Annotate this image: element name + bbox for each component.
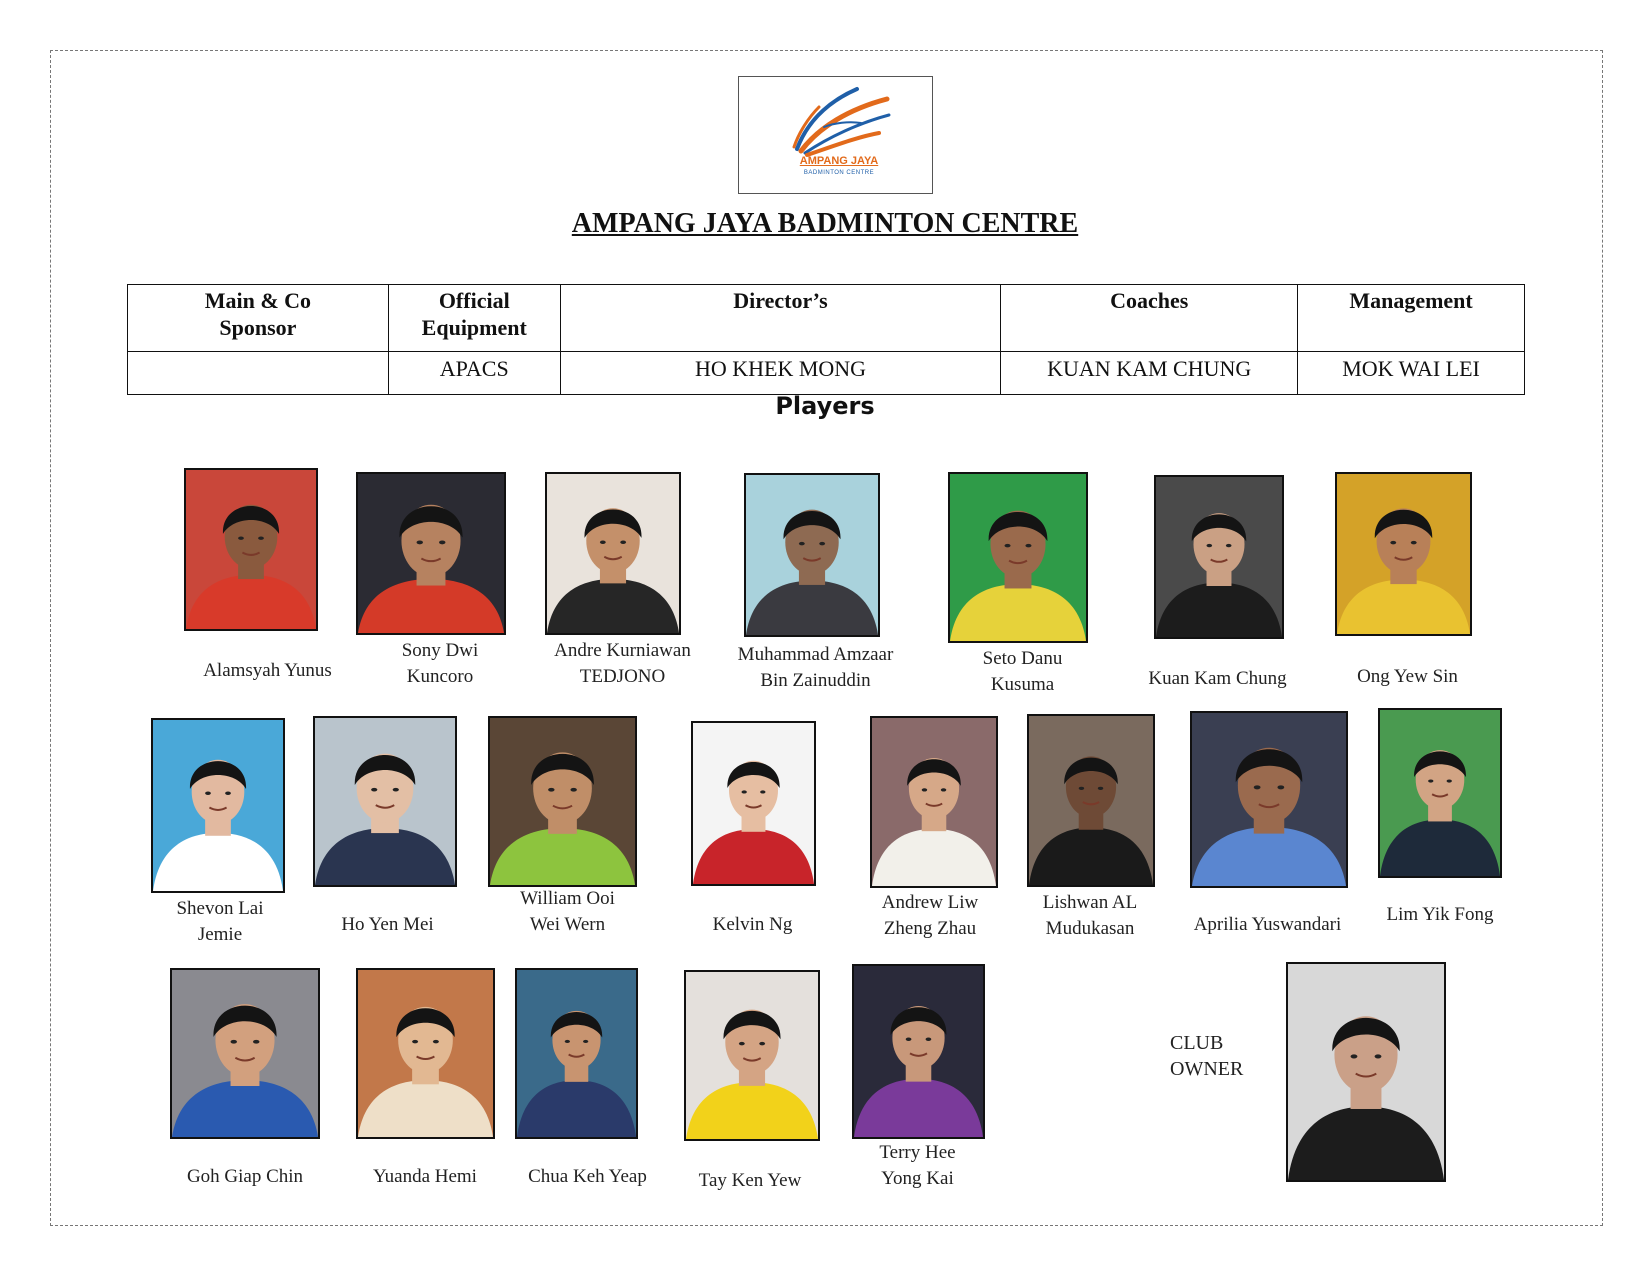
player-photo <box>356 968 495 1139</box>
player-name-line: Muhammad Amzaar <box>737 644 894 665</box>
player-name-line: Lishwan AL <box>1042 892 1138 913</box>
player-photo <box>1378 708 1502 878</box>
player-name-line: Zheng Zhau <box>883 918 977 939</box>
player-photo <box>691 721 816 886</box>
player-portrait-icon <box>490 718 635 885</box>
player-name-line: Wei Wern <box>529 914 606 935</box>
player-portrait-icon <box>358 970 493 1137</box>
player-name <box>690 912 815 938</box>
player-name-line: Andrew Liw <box>881 892 979 913</box>
logo-text: AMPANG JAYA <box>799 155 879 167</box>
player-portrait-icon <box>854 966 983 1137</box>
value-management: MOK WAI LEI <box>1298 352 1525 395</box>
logo-subtext: BADMINTON CENTRE <box>803 170 875 176</box>
club-owner-label: CLUB OWNER <box>1170 1032 1244 1080</box>
player-portrait-icon <box>1029 716 1153 885</box>
header-coaches: Coaches <box>1001 285 1298 352</box>
player-portrait-icon <box>950 474 1086 641</box>
player-name-line: Terry Hee <box>879 1142 956 1163</box>
player-photo <box>488 716 637 887</box>
header-management: Management <box>1298 285 1525 352</box>
player-photo <box>313 716 457 887</box>
player-portrait-icon <box>172 970 318 1137</box>
value-equipment: APACS <box>388 352 560 395</box>
player-photo <box>948 472 1088 643</box>
player-name <box>1130 666 1305 692</box>
player-name-line: Kelvin Ng <box>712 914 793 935</box>
player-name-line: Yong Kai <box>881 1168 954 1189</box>
player-name-line: Aprilia Yuswandari <box>1193 914 1342 935</box>
player-name-line: Ong Yew Sin <box>1357 666 1458 687</box>
header-sponsor: Main & Co Sponsor <box>128 285 389 352</box>
players-heading: Players <box>775 392 875 420</box>
shuttlecock-logo-icon <box>739 77 934 195</box>
player-name-line: Tay Ken Yew <box>698 1170 802 1191</box>
player-portrait-icon <box>872 718 996 886</box>
player-portrait-icon <box>693 723 814 884</box>
player-portrait-icon <box>746 475 878 635</box>
player-portrait-icon <box>686 972 818 1139</box>
player-portrait-icon <box>547 474 679 633</box>
player-name-line: Kuncoro <box>406 666 474 687</box>
player-photo <box>1335 472 1472 636</box>
player-photo <box>1190 711 1348 888</box>
player-photo <box>515 968 638 1139</box>
player-portrait-icon <box>315 718 455 885</box>
staff-value-row <box>128 352 1525 395</box>
club-logo <box>738 76 933 194</box>
player-portrait-icon <box>153 720 283 891</box>
player-portrait-icon <box>517 970 636 1137</box>
player-portrait-icon <box>1192 713 1346 886</box>
value-coach: KUAN KAM CHUNG <box>1001 352 1298 395</box>
player-portrait-icon <box>358 474 504 633</box>
player-name-line: Mudukasan <box>1045 918 1135 939</box>
player-photo <box>184 468 318 631</box>
player-name <box>955 646 1090 698</box>
player-name <box>845 1140 990 1192</box>
player-name-line: Sony Dwi <box>401 640 479 661</box>
player-name-line: Lim Yik Fong <box>1386 904 1494 925</box>
player-name <box>185 658 350 684</box>
player-name-line: Shevon Lai <box>176 898 264 919</box>
player-name-line: Bin Zainuddin <box>760 670 871 691</box>
player-name <box>165 1164 325 1190</box>
header-directors: Director’s <box>560 285 1001 352</box>
player-name-line: TEDJONO <box>579 666 666 687</box>
player-photo <box>744 473 880 637</box>
player-photo <box>356 472 506 635</box>
page-title: AMPANG JAYA BADMINTON CENTRE <box>571 208 1079 239</box>
player-photo <box>1027 714 1155 887</box>
player-name <box>1020 890 1160 942</box>
player-name-line: William Ooi <box>520 888 615 909</box>
player-name <box>670 1168 830 1194</box>
player-name-line: Ho Yen Mei <box>341 914 434 935</box>
staff-header-row <box>128 285 1525 352</box>
player-portrait-icon <box>1156 477 1282 637</box>
player-name <box>345 1164 505 1190</box>
player-name-line: Kusuma <box>990 674 1055 695</box>
player-name <box>1340 664 1475 690</box>
player-photo <box>852 964 985 1139</box>
player-name-line: Yuanda Hemi <box>373 1166 477 1187</box>
player-name-line: Alamsyah Yunus <box>203 660 332 681</box>
player-name <box>1370 902 1510 928</box>
value-sponsor <box>128 352 389 395</box>
player-photo <box>684 970 820 1141</box>
player-name-line: Chua Keh Yeap <box>528 1166 647 1187</box>
player-portrait-icon <box>1288 964 1444 1180</box>
player-portrait-icon <box>1380 710 1500 876</box>
staff-table <box>127 284 1525 395</box>
club-owner-photo <box>1286 962 1446 1182</box>
player-name <box>860 890 1000 942</box>
player-name-line: Goh Giap Chin <box>186 1166 304 1187</box>
player-photo <box>170 968 320 1139</box>
player-name <box>360 638 520 690</box>
player-portrait-icon <box>1337 474 1470 634</box>
player-photo <box>1154 475 1284 639</box>
player-name-line: Andre Kurniawan <box>554 640 691 661</box>
player-photo <box>545 472 681 635</box>
player-photo <box>870 716 998 888</box>
player-photo <box>151 718 285 893</box>
value-director: HO KHEK MONG <box>560 352 1001 395</box>
player-name <box>320 912 455 938</box>
player-name <box>728 642 903 694</box>
player-name-line: Jemie <box>197 924 243 945</box>
player-name <box>1180 912 1355 938</box>
player-name <box>160 896 280 948</box>
player-name-line: Seto Danu <box>982 648 1063 669</box>
player-name-line: Kuan Kam Chung <box>1148 668 1287 689</box>
header-equipment: Official Equipment <box>388 285 560 352</box>
player-portrait-icon <box>186 470 316 629</box>
player-name <box>545 638 700 690</box>
player-name <box>490 886 645 938</box>
player-name <box>510 1164 665 1190</box>
